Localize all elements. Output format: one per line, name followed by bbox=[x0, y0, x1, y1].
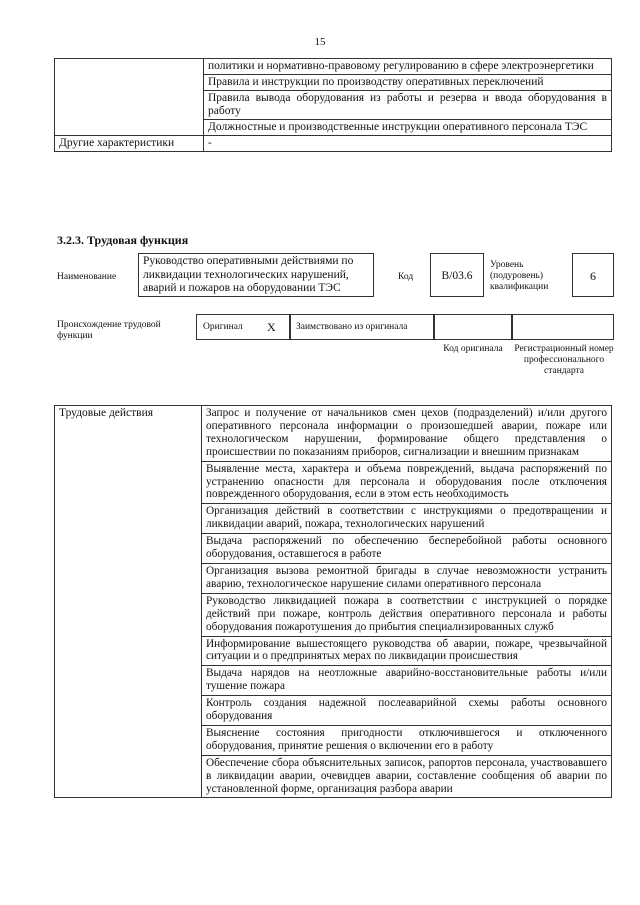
table-row: Организация действий в соответствии с инструкциями о предотвращении и ликвидации аварий, пожара, технологических нарушений bbox=[202, 504, 612, 534]
code-value: B/03.6 bbox=[430, 253, 484, 297]
origin-reg-cell bbox=[512, 314, 614, 340]
original-mark: X bbox=[267, 320, 276, 334]
code-caption: Код оригинала bbox=[443, 344, 503, 354]
table-row: Информирование вышестоящего руководства об аварии, пожаре, чрезвычайной ситуации и о предпринятых мерах по ликвидации происшествия bbox=[202, 636, 612, 666]
table-row: Запрос и получение от начальников смен цехов (подразделений) и/или другого оперативного персонала информации о произошедшей аварии, пожаре или технологическом нарушении, формирование общего представления о происшествии по показаниям приборов, сигнализации и внешним признакам bbox=[202, 406, 612, 462]
original-cell bbox=[196, 314, 290, 340]
original-label: Оригинал bbox=[203, 322, 243, 332]
name-label: Наименование bbox=[57, 272, 117, 282]
origin-label: Происхождение трудовой функции bbox=[57, 320, 161, 341]
labor-actions-label: Трудовые действия bbox=[55, 406, 202, 798]
table-row: Обеспечение сбора объяснительных записок, рапортов персонала, участвовавшего в ликвидации аварии, очевидцев аварии, составление сообщения об аварии по установленной форме, организация разбора аварии bbox=[202, 755, 612, 798]
table-row: Правила и инструкции по производству оперативных переключений bbox=[204, 75, 612, 91]
borrowed-label: Заимствовано из оригинала bbox=[296, 322, 408, 332]
table-row: Контроль создания надежной послеаварийной схемы работы основного оборудования bbox=[202, 696, 612, 726]
table-row: Выдача нарядов на неотложные аварийно-восстановительные работы и/или тушение пожара bbox=[202, 666, 612, 696]
knowledge-table bbox=[54, 58, 612, 152]
borrowed-cell bbox=[290, 314, 434, 340]
section-title: 3.2.3. Трудовая функция bbox=[57, 233, 189, 247]
code-label: Код bbox=[398, 272, 414, 282]
table-row: политики и нормативно-правовому регулированию в сфере электроэнергетики bbox=[204, 59, 612, 75]
table-cell-empty bbox=[55, 59, 204, 136]
page-number: 15 bbox=[314, 36, 326, 48]
table-row: Организация вызова ремонтной бригады в случае невозможности устранить аварию, технологическое нарушение силами оперативного персонала bbox=[202, 563, 612, 593]
labor-actions-table bbox=[54, 405, 612, 798]
table-row: Выявление места, характера и объема повреждений, выдача распоряжений по устранению опасности для персонала и оборудования после отключения поврежденного оборудования, если в этом есть необходимость bbox=[202, 461, 612, 504]
table-row: Выяснение состояния пригодности отключившегося и отключенного оборудования, принятие решения о включении его в работу bbox=[202, 725, 612, 755]
name-value: Руководство оперативными действиями по ликвидации технологических нарушений, аварий и пожаров на оборудовании ТЭС bbox=[138, 253, 374, 297]
table-row: Руководство ликвидацией пожара в соответствии с инструкцией о порядке действий при пожаре, контроль действия оперативного персонала и работы оборудования пожаротушения до прибытия специализированных служб bbox=[202, 593, 612, 636]
level-label: Уровень (подуровень) квалификации bbox=[490, 260, 549, 292]
level-value: 6 bbox=[572, 253, 614, 297]
origin-code-cell bbox=[434, 314, 512, 340]
table-row: Выдача распоряжений по обеспечению бесперебойной работы основного оборудования, оставшегося в работе bbox=[202, 534, 612, 564]
reg-caption: Регистрационный номер профессионального стандарта bbox=[514, 344, 614, 376]
other-characteristics-label: Другие характеристики bbox=[55, 136, 204, 152]
table-row: Правила вывода оборудования из работы и резерва и ввода оборудования в работу bbox=[204, 91, 612, 120]
table-row: Должностные и производственные инструкции оперативного персонала ТЭС bbox=[204, 120, 612, 136]
other-characteristics-value: - bbox=[204, 136, 612, 152]
